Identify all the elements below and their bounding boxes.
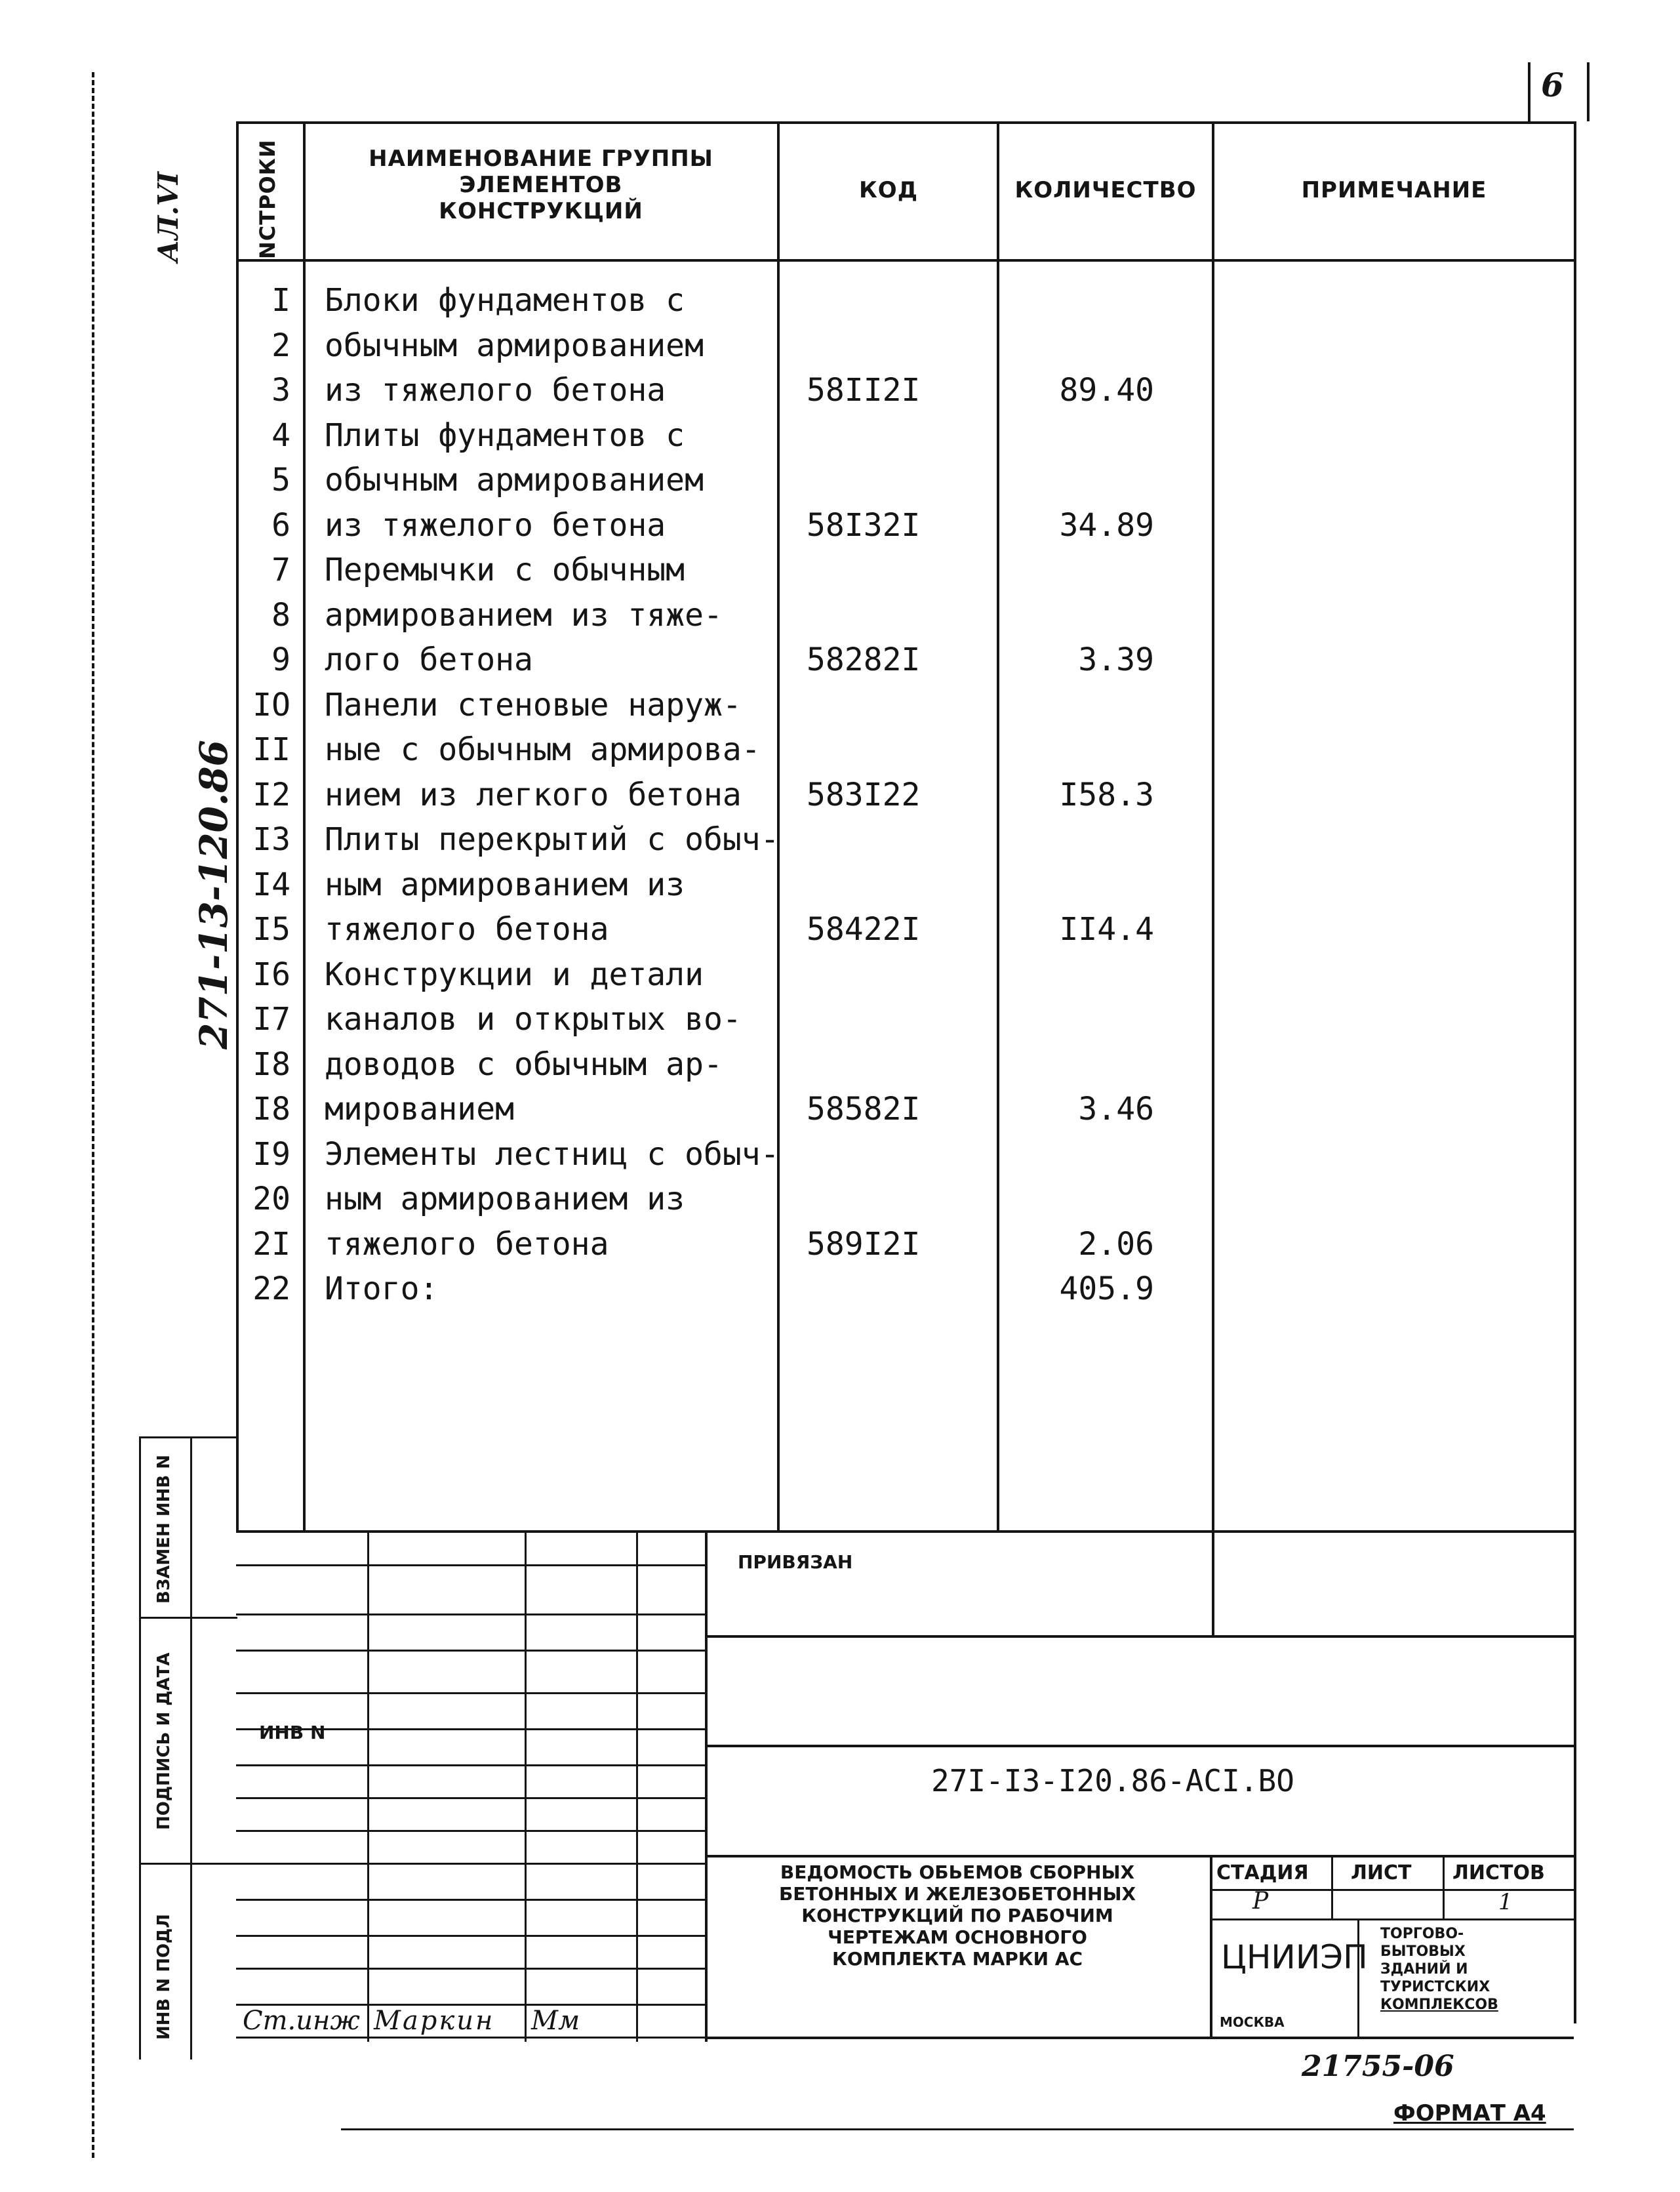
row-number: I8	[252, 1046, 290, 1083]
city-label: МОСКВА	[1220, 2014, 1285, 2030]
row-number: 9	[271, 641, 290, 678]
signature: Мм	[531, 2006, 580, 2036]
document-code: 27I-I3-I20.86-ACI.BO	[931, 1763, 1294, 1798]
row-description: Блоки фундаментов с	[325, 282, 685, 319]
row-description: каналов и открытых во-	[325, 1001, 742, 1038]
row-number: 22	[252, 1270, 290, 1307]
org-name: ЦНИИЭП	[1221, 1938, 1368, 1976]
row-number: 5	[271, 462, 290, 498]
row-number: 8	[271, 597, 290, 634]
sheet-label: ЛИСТ	[1351, 1861, 1412, 1884]
row-description: ные с обычным армирова-	[325, 731, 761, 768]
row-description: Панели стеновые наруж-	[325, 687, 742, 723]
row-quantity: 89.40	[1059, 372, 1154, 409]
row-description: из тяжелого бетона	[325, 372, 666, 409]
row-number: I8	[252, 1091, 290, 1127]
album-label: АЛ.VI	[152, 171, 184, 262]
row-quantity: I58.3	[1059, 777, 1154, 813]
header-note: ПРИМЕЧАНИЕ	[1301, 177, 1487, 203]
row-description: тяжелого бетона	[325, 911, 609, 948]
row-number: 6	[271, 507, 290, 544]
row-description: Итого:	[325, 1270, 439, 1307]
row-description: Конструкции и детали	[325, 956, 704, 993]
row-description: обычным армированием	[325, 462, 704, 498]
row-number: I6	[252, 956, 290, 993]
sheet-number: 6	[1541, 66, 1564, 104]
drawing-title: ВЕДОМОСТЬ ОБЬЕМОВ СБОРНЫХ БЕТОННЫХ И ЖЕЛЕЗОБЕТОННЫХ КОНСТРУКЦИЙ ПО РАБОЧИМ ЧЕРТЕЖАМ ОСНОВНОГО КОМПЛЕКТА МАРКИ АС	[778, 1861, 1136, 1970]
row-code: 589I2I	[807, 1226, 921, 1263]
stage-label: СТАДИЯ	[1216, 1861, 1309, 1884]
row-number: I2	[252, 777, 290, 813]
row-number: I3	[252, 821, 290, 858]
sheets-value: 1	[1498, 1889, 1513, 1915]
row-number: 3	[271, 372, 290, 409]
row-description: обычным армированием	[325, 327, 704, 364]
row-description: ным армированием из	[325, 1181, 685, 1217]
row-code: 583I22	[807, 777, 921, 813]
row-quantity: 3.39	[1078, 641, 1154, 678]
row-description: тяжелого бетона	[325, 1226, 609, 1263]
row-number: 2I	[252, 1226, 290, 1263]
inv-n-label: ИНВ N	[259, 1722, 326, 1743]
row-number: I	[271, 282, 290, 319]
row-description: из тяжелого бетона	[325, 507, 666, 544]
row-quantity: 2.06	[1078, 1226, 1154, 1263]
row-description: мированием	[325, 1091, 514, 1127]
row-number: II	[252, 731, 290, 768]
sheets-label: ЛИСТОВ	[1452, 1861, 1545, 1884]
row-description: армированием из тяже-	[325, 597, 723, 634]
vzamen-label: ВЗАМЕН ИНВ N	[154, 1454, 174, 1604]
binding-line	[92, 72, 94, 2158]
row-code: 58II2I	[807, 372, 921, 409]
row-description: Перемычки с обычным	[325, 552, 685, 588]
author-name: Маркин	[374, 2006, 495, 2036]
privyazan-label: ПРИВЯЗАН	[738, 1551, 853, 1573]
row-quantity: 34.89	[1059, 507, 1154, 544]
row-number: 20	[252, 1181, 290, 1217]
row-number: 2	[271, 327, 290, 364]
org-description: ТОРГОВО- БЫТОВЫХ ЗДАНИЙ И ТУРИСТСКИХ КОМПЛЕКСОВ	[1380, 1926, 1498, 2013]
row-code: 58282I	[807, 641, 921, 678]
header-name: НАИМЕНОВАНИЕ ГРУППЫ ЭЛЕМЕНТОВ КОНСТРУКЦИЙ	[369, 146, 713, 224]
row-quantity: 405.9	[1059, 1270, 1154, 1307]
row-description: Элементы лестниц с обыч-	[325, 1136, 780, 1173]
row-number: 4	[271, 417, 290, 454]
row-code: 58582I	[807, 1091, 921, 1127]
series-handwritten: 271-13-120.86	[191, 740, 236, 1049]
row-number: 7	[271, 552, 290, 588]
row-description: Плиты фундаментов с	[325, 417, 685, 454]
row-description: нием из легкого бетона	[325, 777, 742, 813]
row-number: I9	[252, 1136, 290, 1173]
row-quantity: II4.4	[1059, 911, 1154, 948]
format-label: ФОРМАТ А4	[1393, 2100, 1546, 2126]
header-code: КОД	[859, 177, 918, 203]
row-code: 58422I	[807, 911, 921, 948]
header-qty: КОЛИЧЕСТВО	[1014, 177, 1197, 203]
podpis-label: ПОДПИСЬ И ДАТА	[154, 1652, 174, 1830]
row-quantity: 3.46	[1078, 1091, 1154, 1127]
archive-number: 21755-06	[1302, 2050, 1454, 2083]
stage-value: Р	[1252, 1888, 1269, 1915]
row-description: ным армированием из	[325, 866, 685, 903]
role-label: Ст.инж	[243, 2006, 360, 2036]
row-description: доводов с обычным ар-	[325, 1046, 723, 1083]
header-row-no: NСТРОКИ	[255, 139, 280, 259]
row-number: IO	[252, 687, 290, 723]
inv-podl-label: ИНВ N ПОДЛ	[154, 1914, 174, 2040]
row-number: I4	[252, 866, 290, 903]
row-number: I5	[252, 911, 290, 948]
row-description: Плиты перекрытий с обыч-	[325, 821, 780, 858]
row-number: I7	[252, 1001, 290, 1038]
row-code: 58I32I	[807, 507, 921, 544]
row-description: лого бетона	[325, 641, 533, 678]
